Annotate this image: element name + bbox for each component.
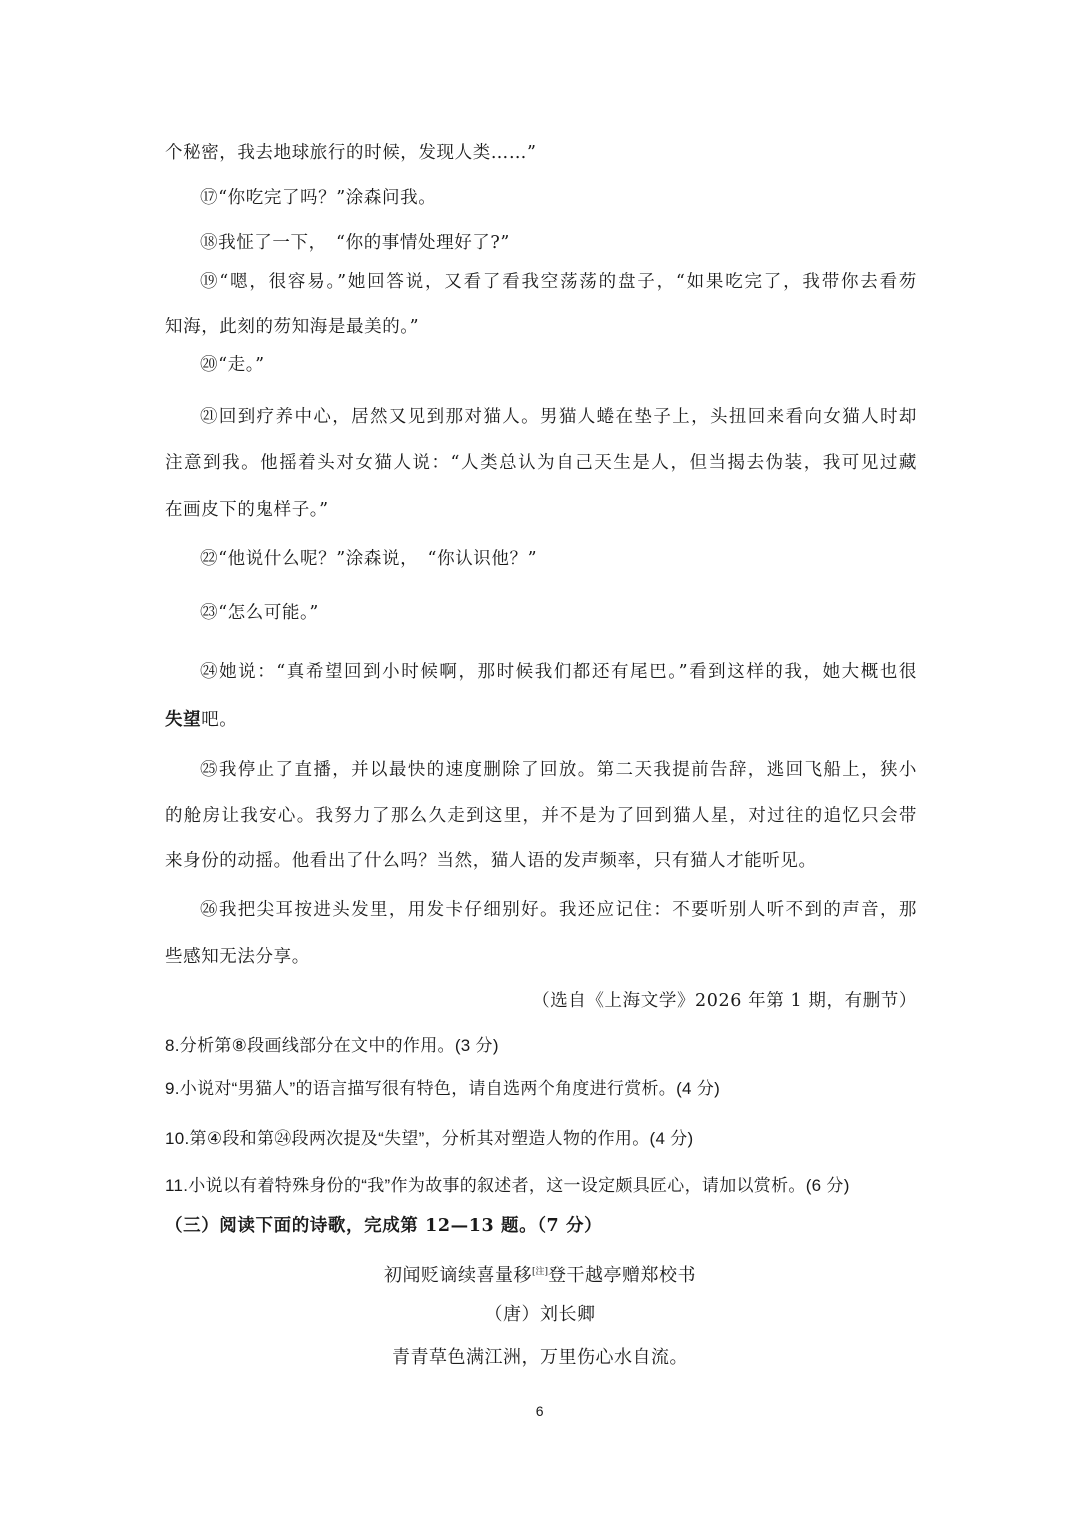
paragraph-25-line-1: ㉕我停止了直播，并以最快的速度删除了回放。第二天我提前告辞，逃回飞船上，狭小 xyxy=(200,760,917,780)
paragraph-24-line-2 xyxy=(165,708,917,732)
line-1: 个秘密，我去地球旅行的时候，发现人类……” xyxy=(165,143,537,163)
paragraph-22: ㉒“他说什么呢？”涂森说， “你认识他？” xyxy=(200,549,538,569)
paragraph-25-line-3: 来身份的动摇。他看出了什么吗？当然，猫人语的发声频率，只有猫人才能听见。 xyxy=(165,851,817,871)
emphasis-word: 失望 xyxy=(165,710,202,730)
question-9: 9.小说对“男猫人”的语言描写很有特色，请自选两个角度进行赏析。(4 分) xyxy=(165,1079,721,1098)
poem-line-1: 青青草色满江洲，万里伤心水自流。 xyxy=(392,1347,688,1368)
question-10: 10.第④段和第㉔段两次提及“失望”，分析其对塑造人物的作用。(4 分) xyxy=(165,1129,694,1148)
poem-author: （唐）刘长卿 xyxy=(484,1304,596,1325)
emphasis-tail: 吧。 xyxy=(201,710,238,730)
poem-title-part-2: 登干越亭赠郑校书 xyxy=(548,1265,697,1286)
paragraph-19-line-2: 知海，此刻的芴知海是最美的。” xyxy=(165,317,420,337)
paragraph-17: ⑰“你吃完了吗？”涂森问我。 xyxy=(200,188,437,208)
question-11: 11.小说以有着特殊身份的“我”作为故事的叙述者，这一设定颇具匠心，请加以赏析。(6 分) xyxy=(165,1176,850,1195)
paragraph-18: ⑱我怔了一下， “你的事情处理好了?” xyxy=(200,233,510,253)
source-citation: （选自《上海文学》2026 年第 1 期，有删节） xyxy=(532,991,917,1011)
question-8: 8.分析第⑧段画线部分在文中的作用。(3 分) xyxy=(165,1036,499,1055)
paragraph-26-line-2: 些感知无法分享。 xyxy=(165,947,310,967)
paragraph-19-line-1: ⑲“嗯，很容易。”她回答说，又看了看我空荡荡的盘子，“如果吃完了，我带你去看芴 xyxy=(200,272,917,292)
paragraph-20: ⑳“走。” xyxy=(200,355,265,375)
poem-note-marker: [注] xyxy=(531,1267,549,1277)
poem-title xyxy=(0,1260,1080,1288)
paragraph-21-line-2: 注意到我。他摇着头对女猫人说：“人类总认为自己天生是人，但当揭去伪装，我可见过藏 xyxy=(165,453,917,473)
paragraph-26-line-1: ㉖我把尖耳按进头发里，用发卡仔细别好。我还应记住：不要听别人听不到的声音，那 xyxy=(200,900,917,920)
paragraph-23: ㉓“怎么可能。” xyxy=(200,603,319,623)
paragraph-24-line-1: ㉔她说：“真希望回到小时候啊，那时候我们都还有尾巴。”看到这样的我，她大概也很 xyxy=(200,662,917,682)
paragraph-21-line-3: 在画皮下的鬼样子。” xyxy=(165,500,329,520)
paragraph-25-line-2: 的舱房让我安心。我努力了那么久走到这里，并不是为了回到猫人星，对过往的追忆只会带 xyxy=(165,806,917,826)
paragraph-21-line-1: ㉑回到疗养中心，居然又见到那对猫人。男猫人蜷在垫子上，头扭回来看向女猫人时却 xyxy=(200,407,917,427)
page-number: 6 xyxy=(535,1403,545,1419)
section-heading: （三）阅读下面的诗歌，完成第 12—13 题。（7 分） xyxy=(165,1216,603,1236)
poem-title-part-1: 初闻贬谪续喜量移 xyxy=(383,1265,532,1286)
